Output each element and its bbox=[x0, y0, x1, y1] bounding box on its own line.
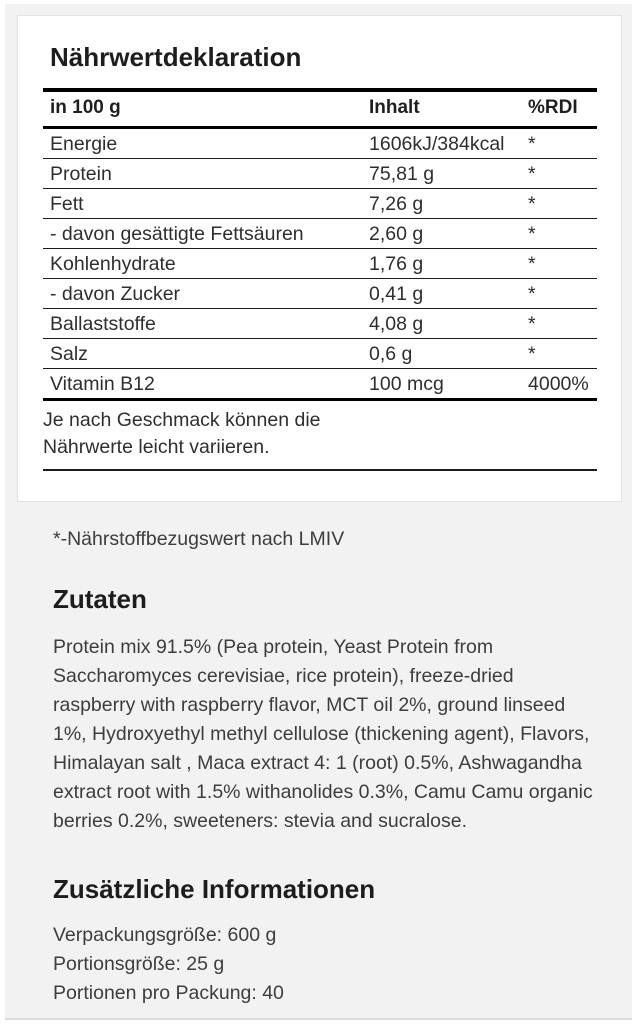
nutrition-declaration-title: Nährwertdeklaration bbox=[50, 42, 302, 72]
nutrient-label: Protein bbox=[50, 163, 112, 185]
nutrient-rdi: 4000% bbox=[528, 373, 589, 395]
variation-note: Je nach Geschmack können die Nährwerte leicht variieren. bbox=[43, 409, 321, 458]
nutrient-rdi: * bbox=[528, 223, 536, 245]
col-header-per-100g: in 100 g bbox=[50, 97, 121, 118]
table-row-protein bbox=[43, 159, 597, 189]
nutrient-value: 4,08 g bbox=[369, 313, 424, 335]
nutrient-rdi: * bbox=[528, 193, 536, 215]
nutrient-value: 0,41 g bbox=[369, 283, 424, 305]
nutrient-value: 7,26 g bbox=[369, 193, 424, 215]
nutrient-value: 2,60 g bbox=[369, 223, 424, 245]
nutrient-rdi: * bbox=[528, 343, 536, 365]
nutrient-value: 75,81 g bbox=[369, 163, 435, 185]
table-row-kohlenhydrate bbox=[43, 249, 597, 279]
nutrient-rdi: * bbox=[528, 283, 536, 305]
package-size: Verpackungsgröße: 600 g bbox=[53, 924, 277, 946]
nutrient-value: 1,76 g bbox=[369, 253, 424, 275]
nutrition-table bbox=[43, 88, 597, 471]
nutrient-value: 0,6 g bbox=[369, 343, 413, 365]
nutrient-rdi: * bbox=[528, 313, 536, 335]
ingredients-title: Zutaten bbox=[53, 584, 147, 614]
nutrient-label: Vitamin B12 bbox=[50, 373, 155, 395]
nutrient-rdi: * bbox=[528, 253, 536, 275]
nutrient-rdi: * bbox=[528, 163, 536, 185]
nutrient-label: Salz bbox=[50, 343, 88, 365]
table-row-ballaststoffe bbox=[43, 309, 597, 339]
nutrient-label: Ballaststoffe bbox=[50, 313, 156, 335]
nutrition-card bbox=[17, 15, 622, 502]
table-header-row bbox=[43, 90, 597, 128]
additional-info-list bbox=[53, 921, 632, 1008]
nutrient-value: 1606kJ/384kcal bbox=[369, 133, 505, 155]
product-info-panel bbox=[5, 4, 632, 1020]
nutrient-label: - davon Zucker bbox=[50, 283, 181, 305]
nutrient-label: Energie bbox=[50, 133, 118, 155]
table-row-fett bbox=[43, 189, 597, 219]
col-header-content: Inhalt bbox=[369, 97, 420, 118]
nutrient-rdi: * bbox=[528, 133, 536, 155]
nutrient-label: - davon gesättigte Fettsäuren bbox=[50, 223, 304, 245]
table-row-vitamin-b12 bbox=[43, 369, 597, 400]
table-note-row bbox=[43, 400, 597, 471]
table-row-zucker bbox=[43, 279, 597, 309]
nutrient-label: Kohlenhydrate bbox=[50, 253, 176, 275]
table-row-gesaettigte-fettsaeuren bbox=[43, 219, 597, 249]
additional-info-title: Zusätzliche Informationen bbox=[53, 874, 376, 904]
table-row-salz bbox=[43, 339, 597, 369]
nutrient-label: Fett bbox=[50, 193, 84, 215]
portion-size: Portionsgröße: 25 g bbox=[53, 953, 225, 975]
portions-per-package: Portionen pro Packung: 40 bbox=[53, 982, 284, 1004]
nutrient-value: 100 mcg bbox=[369, 373, 444, 395]
col-header-rdi: %RDI bbox=[528, 97, 578, 118]
table-row-energie bbox=[43, 128, 597, 159]
rdi-footnote: *-Nährstoffbezugswert nach LMIV bbox=[53, 528, 345, 550]
ingredients-text: Protein mix 91.5% (Pea protein, Yeast Protein from Saccharomyces cerevisiae, rice protein), freeze-dried raspberry with raspberry flavor, MCT oil 2%, ground linseed 1%, Hydroxyethyl methyl cellulose (thickening agent), Flavors, Himalayan salt , Maca extract 4: 1 (root) 0.5%, Ashwagandha extract root with 1.5% withanolides 0.3%, Camu Camu organic berries 0.2%, sweeteners: stevia and sucralose. bbox=[53, 636, 593, 832]
